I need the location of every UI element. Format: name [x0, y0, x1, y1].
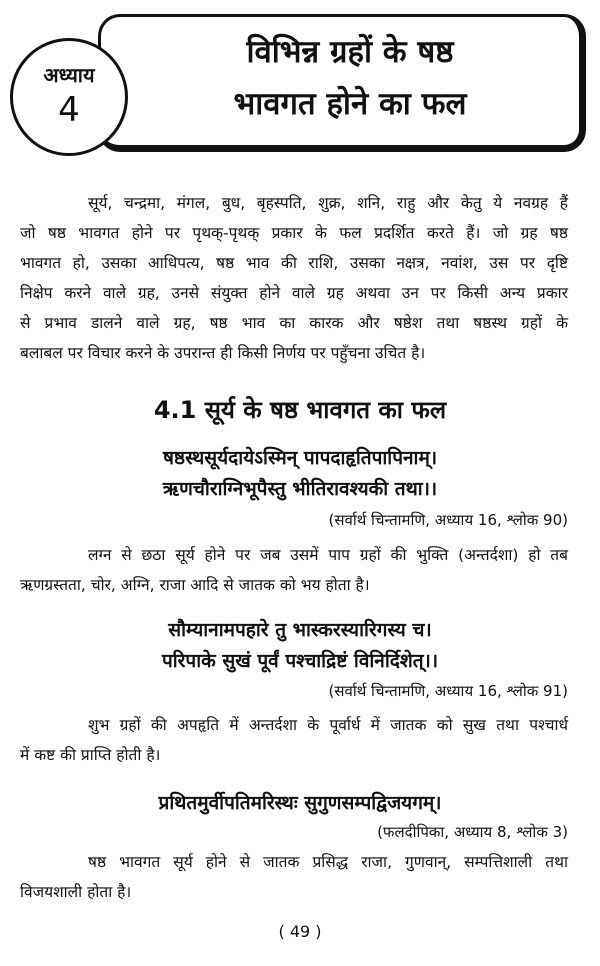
- page-number: ( 49 ): [278, 922, 322, 941]
- paragraph-2: [20, 710, 568, 770]
- text-line: विजयशाली होता है।: [20, 883, 132, 901]
- text-line: निक्षेप करने वाले ग्रह, उनसे संयुक्त होने वाले ग्रह अथवा उन पर किसी अन्य प्रकार: [20, 284, 568, 302]
- chapter-title-line: विभिन्न ग्रहों के षष्ठ: [246, 34, 454, 70]
- chapter-badge: [10, 38, 128, 156]
- verse-line: प्रथितमुर्वीपतिमरिस्थः सुगुणसम्पद्विजयगम्।: [158, 792, 442, 814]
- text-line: से प्रभाव डालने वाले ग्रह, षष्ठ भाव का कारक और षष्ठेश तथा षष्ठस्थ ग्रहों के: [20, 314, 568, 332]
- text-line: बलाबल पर विचार करने के उपरान्त ही किसी निर्णय पर पहुँचना उचित है।: [20, 344, 426, 362]
- chapter-label: अध्याय: [43, 63, 95, 87]
- text-line: शुभ ग्रहों की अपहृति में अन्तर्दशा के पूर्वार्ध में जातक को सुख तथा पश्चार्ध: [88, 716, 568, 734]
- text-line: षष्ठ भावगत सूर्य होने से जातक प्रसिद्ध राजा, गुणवान्, सम्पत्तिशाली तथा: [88, 853, 568, 871]
- citation-2: (सर्वार्थ चिन्तामणि, अध्याय 16, श्लोक 91): [328, 682, 568, 700]
- verse-1: [0, 443, 600, 505]
- text-line: भावगत हो, उसका आधिपत्य, षष्ठ भाव की राशि, उसका नक्षत्र, नवांश, उस पर दृष्टि: [20, 254, 568, 272]
- intro-paragraph: [20, 188, 568, 368]
- text-line: जो षष्ठ भावगत होने पर पृथक्-पृथक् प्रकार के फल प्रदर्शित करते हैं। जो ग्रह षष्ठ: [20, 224, 568, 242]
- paragraph-3: [20, 847, 568, 907]
- verse-2: [0, 615, 600, 677]
- citation-1: (सर्वार्थ चिन्तामणि, अध्याय 16, श्लोक 90): [328, 511, 568, 529]
- text-line: सूर्य, चन्द्रमा, मंगल, बुध, बृहस्पति, शुक्र, शनि, राहु और केतु ये नवग्रह हैं: [88, 194, 568, 212]
- verse-line: ऋणचौराग्निभूपैस्तु भीतिरावश्यकी तथा।।: [162, 478, 438, 500]
- verse-line: षष्ठस्थसूर्यदायेऽस्मिन् पापदाहृतिपापिनाम्।: [162, 447, 438, 469]
- chapter-title: [140, 26, 560, 130]
- verse-line: परिपाके सुखं पूर्वं पश्चाद्रिष्टं विनिर्दिशेत्।।: [161, 650, 439, 672]
- chapter-number: 4: [58, 90, 80, 130]
- verse-3: [0, 788, 600, 819]
- verse-line: सौम्यानामपहारे तु भास्करस्यारिगस्य च।: [168, 619, 432, 641]
- paragraph-1: [20, 540, 568, 600]
- chapter-title-line: भावगत होने का फल: [233, 86, 467, 122]
- text-line: ऋणग्रस्तता, चोर, अग्नि, राजा आदि से जातक को भय होता है।: [20, 576, 370, 594]
- text-line: में कष्ट की प्राप्ति होती है।: [20, 746, 161, 764]
- citation-3: (फलदीपिका, अध्याय 8, श्लोक 3): [377, 823, 568, 841]
- text-line: लग्न से छठा सूर्य होने पर जब उसमें पाप ग्रहों की भुक्ति (अन्तर्दशा) हो तब: [88, 546, 568, 564]
- section-heading: 4.1 सूर्य के षष्ठ भावगत का फल: [153, 396, 447, 424]
